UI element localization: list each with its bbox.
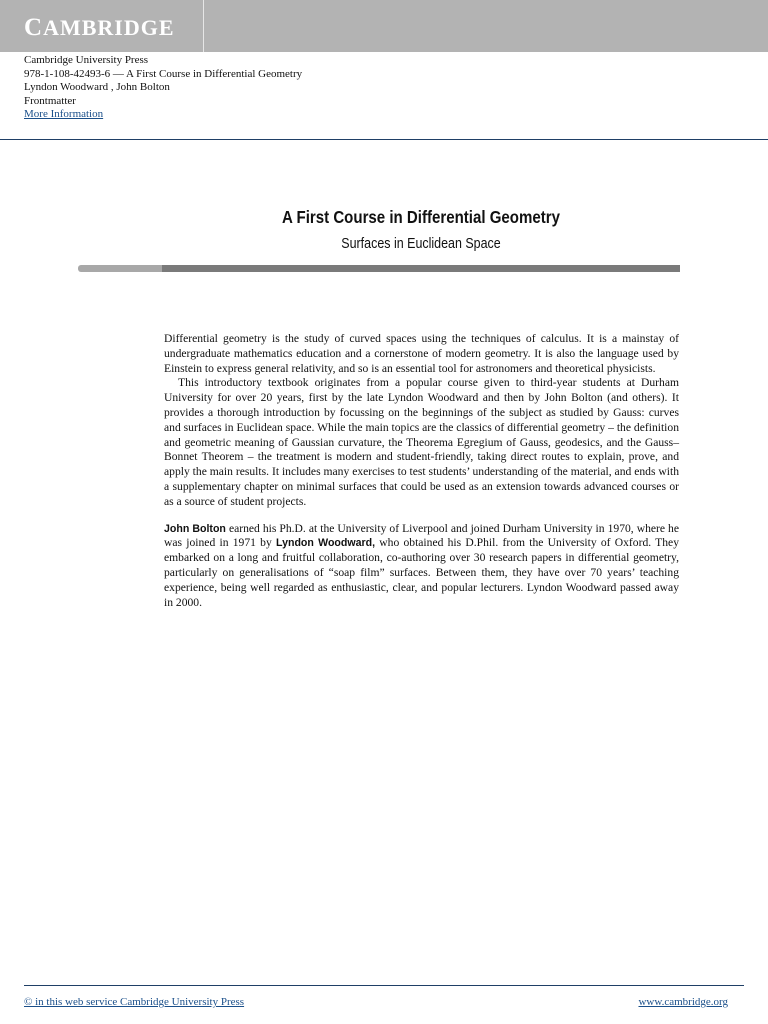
book-title: A First Course in Differential Geometry [282, 207, 560, 227]
book-metadata [24, 54, 302, 122]
title-rule-light [78, 265, 162, 272]
author-name-woodward: Lyndon Woodward, [276, 537, 376, 550]
logo-box [0, 0, 204, 52]
author-name-bolton: John Bolton [164, 522, 226, 535]
author-bio: John Bolton earned his Ph.D. at the University of Liverpool and joined Durham University in 1970, where he was joined in 1971 by Lyndon Woodward, who obtained his D.Phil. from the University of Oxford. They embarked on a long and fruitful collaboration, co-authoring over 30 research papers in differential geometry, particularly on generalisations of “soap film” surfaces. Between them, they have over 70 years’ teaching experience, being well regarded as enthusiastic, clear, and popular lecturers. Lyndon Woodward passed away in 2000. [164, 521, 679, 609]
publisher-name: Cambridge University Press [24, 54, 149, 66]
isbn-line: 978-1-108-42493-6 — A First Course in Differential Geometry [24, 67, 303, 80]
book-subtitle: Surfaces in Euclidean Space [341, 236, 501, 252]
more-information-link[interactable]: More Information [24, 108, 104, 121]
cambridge-logo[interactable]: CAMBRIDGE [24, 14, 175, 41]
title-rule-dark [162, 265, 680, 272]
description-paragraph-2: This introductory textbook originates from a popular course given to third-year students at Durham University for over 20 years, first by the late Lyndon Woodward and then by John Bolton (and others). It provides a thorough introduction by focussing on the beginnings of the subject as studied by Gauss: curves and surfaces in Euclidean space. While the main topics are the classics of differential geometry – the definition and geometric meaning of Gaussian curvature, the Theorema Egregium of Gauss, geodesics, and the Gauss–Bonnet Theorem – the treatment is modern and student-friendly, taking direct routes to explain, prove, and apply the main results. It includes many exercises to test students’ understanding of the material, and ends with a supplementary chapter on minimal surfaces that could be used as an extension towards advanced courses or as a source of student projects. [164, 376, 679, 508]
website-link[interactable]: www.cambridge.org [638, 996, 728, 1008]
bottom-divider [24, 985, 744, 986]
description-paragraph-1: Differential geometry is the study of curved spaces using the techniques of calculus. It is a mainstay of undergraduate mathematics education and a cornerstone of modern geometry. It is also the language used by Einstein to express general relativity, and so is an essential tool for astronomers and theoretical physicists. [164, 332, 679, 375]
section-label: Frontmatter [24, 94, 76, 107]
top-divider [0, 139, 768, 140]
copyright-link[interactable]: © in this web service Cambridge University Press [24, 996, 245, 1008]
authors-line: Lyndon Woodward , John Bolton [24, 81, 170, 94]
book-description [164, 332, 679, 610]
header-bar [0, 0, 768, 52]
